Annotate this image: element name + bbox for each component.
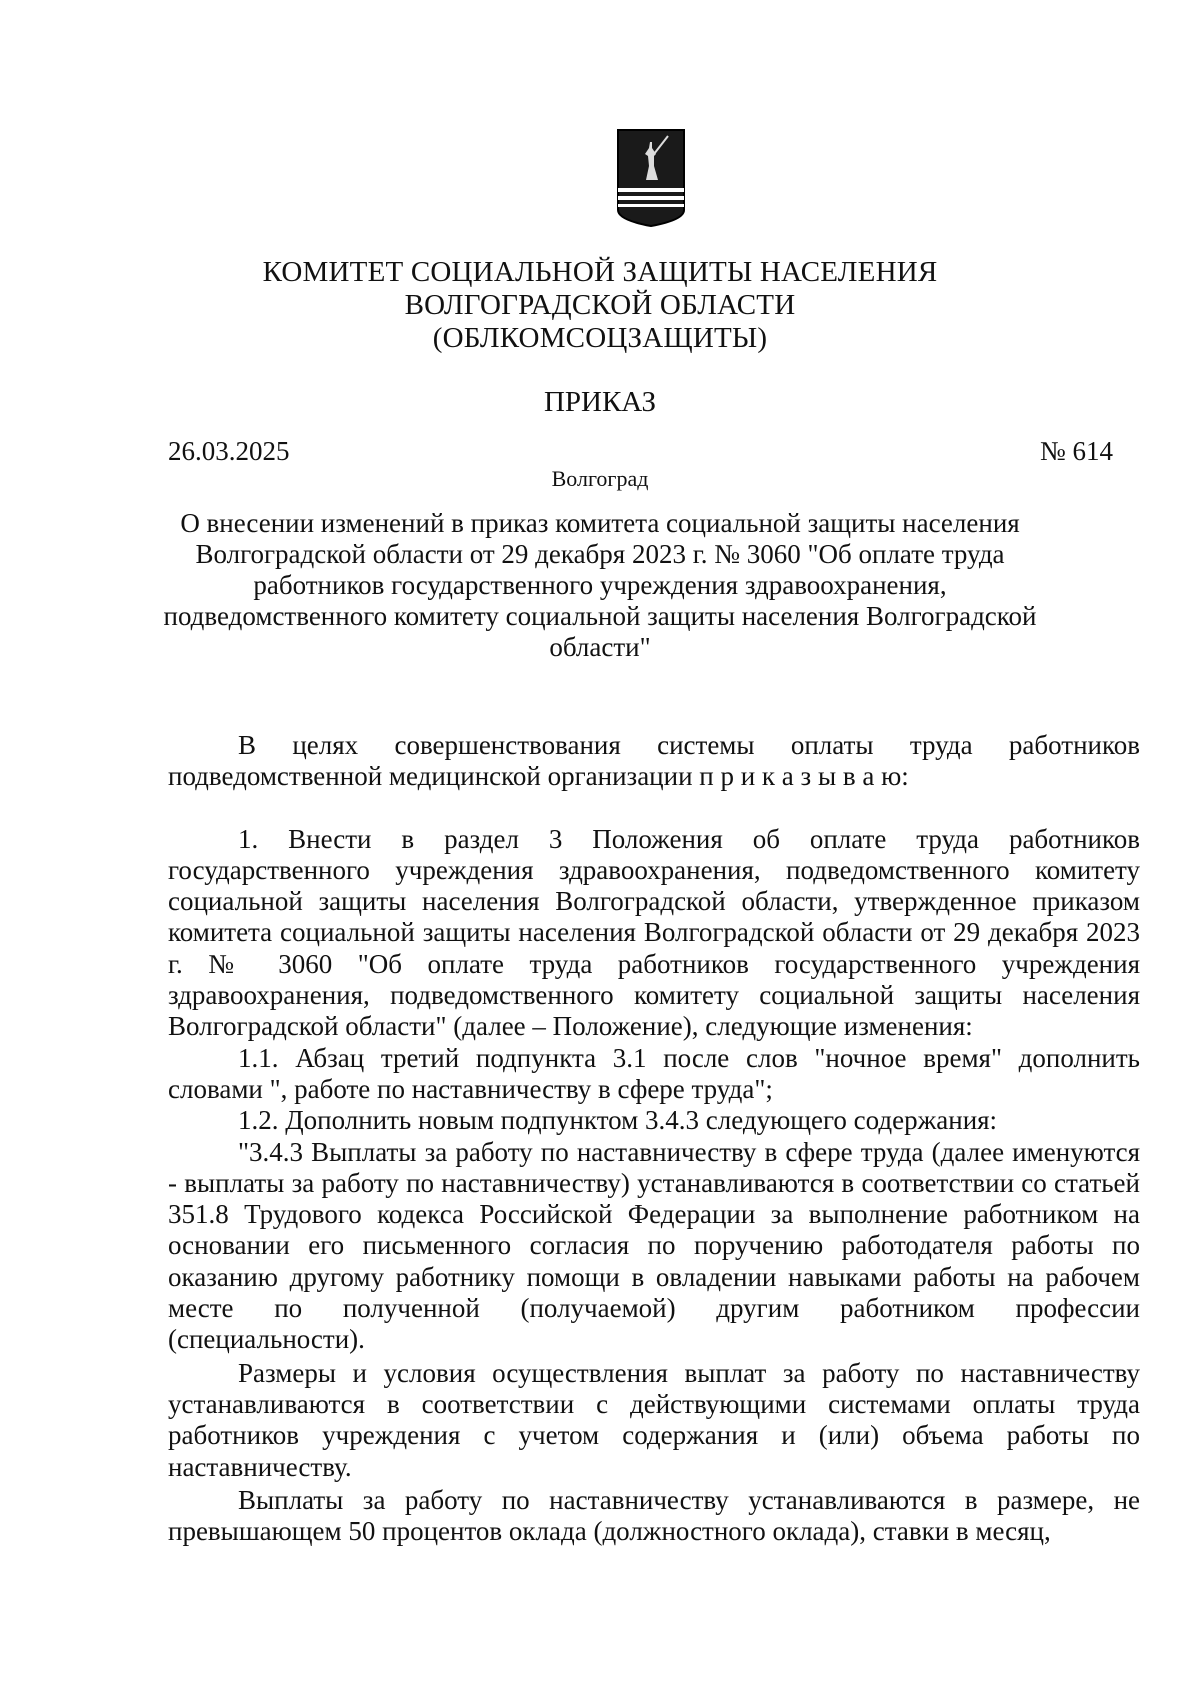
preamble-text: В целях совершенствования системы оплаты труда работников подведомственной медицинской организации	[168, 730, 1140, 792]
organization-name-line-2: ВОЛГОГРАДСКОЙ ОБЛАСТИ	[404, 289, 796, 321]
quote-paragraph-3: Выплаты за работу по наставничеству устанавливаются в размере, не превышающем 50 процентов оклада (должностного оклада), ставки в месяц,	[168, 1484, 1140, 1547]
order-subject	[0, 508, 1200, 663]
subject-line-2: Волгоградской области от 29 декабря 2023 г. № 3060 "Об оплате труда	[195, 539, 1005, 569]
subject-line-1: О внесении изменений в приказ комитета социальной защиты населения	[180, 508, 1020, 538]
subject-line-5: области"	[549, 632, 651, 662]
document-type-title: ПРИКАЗ	[543, 386, 657, 418]
organization-header	[0, 256, 1200, 355]
item-1-2-paragraph: 1.2. Дополнить новым подпунктом 3.4.3 следующего содержания:	[238, 1105, 998, 1136]
organization-abbreviation: (ОБЛКОМСОЦЗАЩИТЫ)	[432, 322, 768, 354]
order-number: № 614	[1039, 436, 1113, 466]
preamble-order-word: п р и к а з ы в а ю:	[699, 761, 909, 792]
volgograd-coat-of-arms-icon	[616, 128, 686, 228]
order-date: 26.03.2025	[168, 436, 290, 466]
subject-line-4: подведомственного комитету социальной защиты населения Волгоградской	[163, 601, 1037, 631]
quote-paragraph-2: Размеры и условия осуществления выплат за работу по наставничеству устанавливаются в соответствии с действующими системами оплаты труда работников учреждения с учетом содержания и (или) объема работы по наставничеству.	[168, 1357, 1140, 1482]
item-1-paragraph: 1. Внести в раздел 3 Положения об оплате труда работников государственного учреждения здравоохранения, подведомственного комитету социальной защиты населения Волгоградской области, утвержденное приказом комитета социальной защиты населения Волгоградской области от 29 декабря 2023 г. № 3060 "Об оплате труда работников государственного учреждения здравоохранения, подведомственного комитету социальной защиты населения Волгоградской области" (далее – Положение), следующие изменения:	[168, 823, 1140, 1042]
preamble-paragraph	[168, 730, 1140, 793]
quote-paragraph-1: "3.4.3 Выплаты за работу по наставничеству в сфере труда (далее именуются - выплаты за работу по наставничеству) устанавливаются в соответствии со статьей 351.8 Трудового кодекса Российской Федерации за выполнение работником на основании его письменного согласия по поручению работодателя работы по оказанию другому работнику помощи в овладении навыками работы на рабочем месте по полученной (получаемой) другим работником профессии (специальности).	[168, 1136, 1140, 1355]
organization-name-line-1: КОМИТЕТ СОЦИАЛЬНОЙ ЗАЩИТЫ НАСЕЛЕНИЯ	[262, 256, 938, 288]
order-city: Волгоград	[551, 466, 649, 491]
order-body	[168, 730, 1140, 1547]
item-1-1-paragraph: 1.1. Абзац третий подпункта 3.1 после слов "ночное время" дополнить словами ", работе по наставничеству в сфере труда";	[168, 1042, 1140, 1104]
subject-line-3: работников государственного учреждения здравоохранения,	[253, 570, 947, 600]
